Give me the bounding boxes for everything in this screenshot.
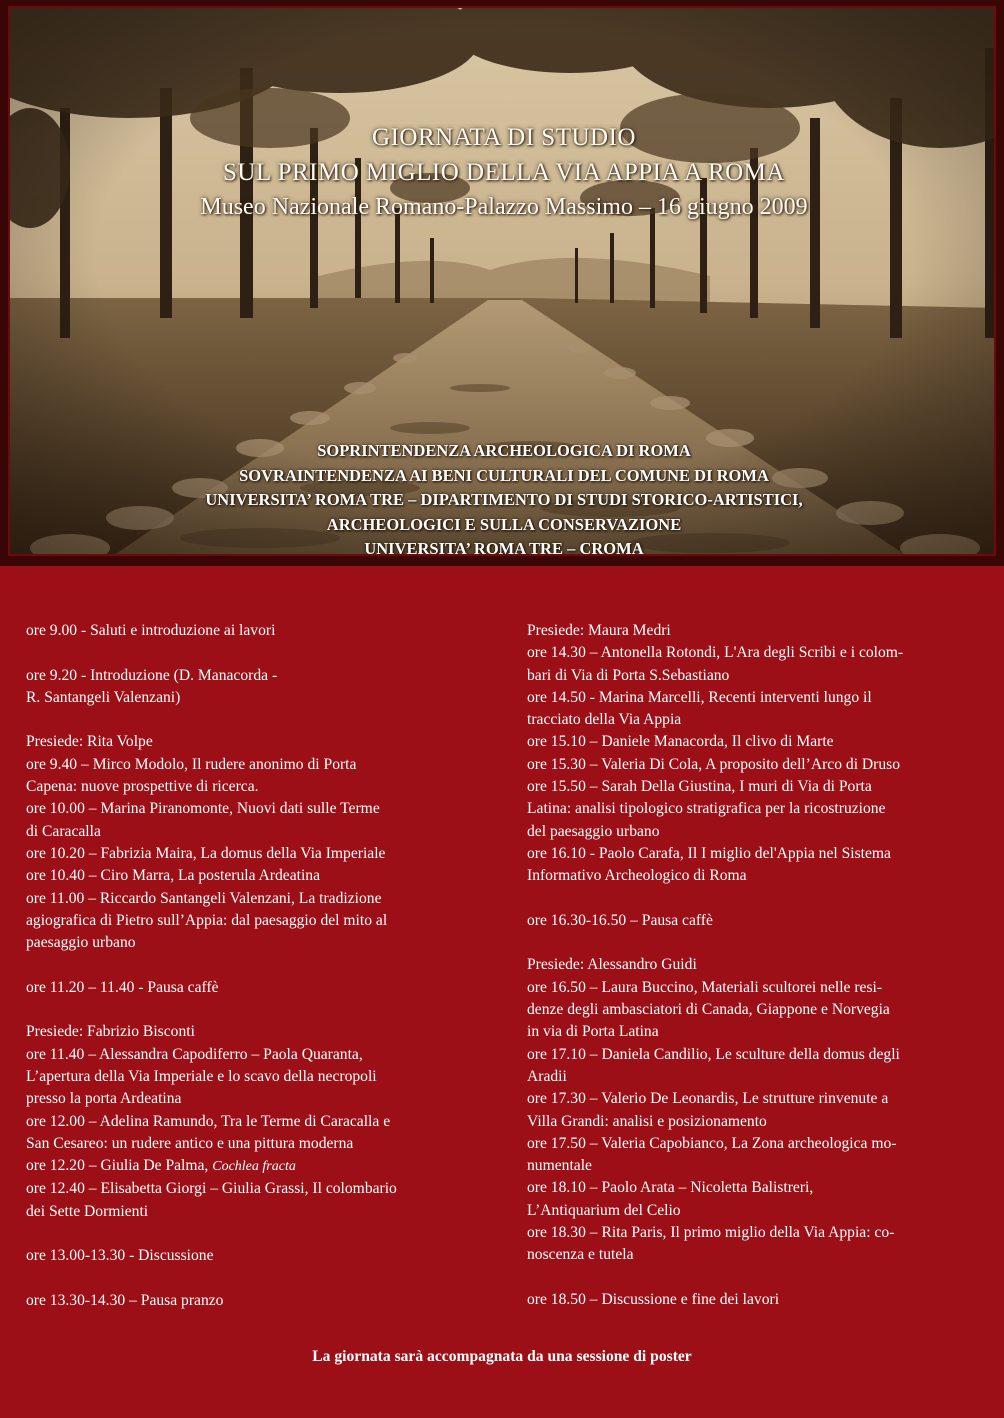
organizer-line: SOPRINTENDENZA ARCHEOLOGICA DI ROMA xyxy=(317,441,691,460)
via-appia-photo xyxy=(8,6,996,556)
program-line: ore 16.10 - Paolo Carafa, Il I miglio del'Appia nel Sistema xyxy=(527,844,891,862)
program-line: L’apertura della Via Imperiale e lo scavo della necropoli xyxy=(26,1067,377,1085)
program-line: ore 16.30-16.50 – Pausa caffè xyxy=(527,911,713,929)
program-line: Aradii xyxy=(527,1067,567,1085)
program-line: R. Santangeli Valenzani) xyxy=(26,688,181,706)
program-spacer xyxy=(527,1267,992,1289)
program-line: ore 14.50 - Marina Marcelli, Recenti interventi lungo il xyxy=(527,688,872,706)
program-line: agiografica di Pietro sull’Appia: dal paesaggio del mito al xyxy=(26,911,388,929)
program-line: ore 10.40 – Ciro Marra, La posterula Ardeatina xyxy=(26,867,321,885)
program-line: ore 10.00 – Marina Piranomonte, Nuovi dati sulle Terme xyxy=(26,800,380,818)
program-line: ore 15.50 – Sarah Della Giustina, I muri di Via di Porta xyxy=(527,778,872,796)
talk-title-italic: Cochlea fracta xyxy=(212,1159,296,1175)
program-line: ore 15.30 – Valeria Di Cola, A proposito dell’Arco di Druso xyxy=(527,755,901,773)
program-spacer xyxy=(26,1223,496,1245)
organizer-line: SOVRAINTENDENZA AI BENI CULTURALI DEL COMUNE DI ROMA xyxy=(239,465,769,485)
program-spacer xyxy=(527,932,992,954)
program-line: paesaggio urbano xyxy=(26,934,136,952)
program-line: ore 18.50 – Discussione e fine dei lavori xyxy=(527,1290,780,1308)
program-column-right xyxy=(527,620,992,1311)
program-line: L’Antiquarium del Celio xyxy=(527,1201,681,1219)
organizer-line: ARCHEOLOGICI E SULLA CONSERVAZIONE xyxy=(326,514,682,534)
program-line: ore 12.40 – Elisabetta Giorgi – Giulia Grassi, Il colombario xyxy=(26,1180,397,1198)
event-title-line1: GIORNATA DI STUDIO xyxy=(372,124,636,151)
program-line: ore 12.00 – Adelina Ramundo, Tra le Terme di Caracalla e xyxy=(26,1112,391,1130)
poster-session-note: La giornata sarà accompagnata da una sessione di poster xyxy=(312,1348,692,1365)
program-line: ore 11.00 – Riccardo Santangeli Valenzani, La tradizione xyxy=(26,889,382,907)
program-line: ore 11.40 – Alessandra Capodiferro – Paola Quaranta, xyxy=(26,1045,363,1063)
program-line: ore 11.20 – 11.40 - Pausa caffè xyxy=(26,978,219,996)
program-line: Presiede: Fabrizio Bisconti xyxy=(26,1023,195,1041)
program-line: numentale xyxy=(527,1157,592,1175)
program-line: dei Sette Dormienti xyxy=(26,1202,149,1220)
program-spacer xyxy=(527,888,992,910)
program-line: in via di Porta Latina xyxy=(527,1023,659,1041)
program-line: ore 9.20 - Introduzione (D. Manacorda - xyxy=(26,666,278,684)
program-line: Villa Grandi: analisi e posizionamento xyxy=(527,1112,767,1130)
program-line: Presiede: Rita Volpe xyxy=(26,733,153,751)
program-line: di Caracalla xyxy=(26,822,101,840)
program-line: ore 12.20 – Giulia De Palma, Cochlea fracta xyxy=(26,1157,296,1175)
organizer-line: UNIVERSITA’ ROMA TRE – DIPARTIMENTO DI STUDI STORICO-ARTISTICI, xyxy=(205,490,803,509)
event-subtitle: Museo Nazionale Romano-Palazzo Massimo – 16 giugno 2009 xyxy=(200,194,808,220)
program-column-left xyxy=(26,620,496,1312)
program-line: noscenza e tutela xyxy=(527,1246,634,1264)
program-spacer xyxy=(26,1268,496,1290)
program-line: tracciato della Via Appia xyxy=(527,711,682,729)
program-line: ore 13.30-14.30 – Pausa pranzo xyxy=(26,1291,224,1309)
program-line: Capena: nuove prospettive di ricerca. xyxy=(26,778,259,796)
program-line: bari di Via di Porta S.Sebastiano xyxy=(527,666,730,684)
hero-banner xyxy=(0,0,1004,566)
program-spacer xyxy=(26,999,496,1021)
title-block xyxy=(10,120,996,224)
program-line: del paesaggio urbano xyxy=(527,822,660,840)
program-line: Presiede: Maura Medri xyxy=(527,622,671,639)
program-line: presso la porta Ardeatina xyxy=(26,1090,182,1108)
program-spacer xyxy=(26,642,496,664)
program-line: San Cesareo: un rudere antico e una pittura moderna xyxy=(26,1134,354,1152)
program-line: ore 17.50 – Valeria Capobianco, La Zona archeologica mo- xyxy=(527,1134,897,1152)
program-spacer xyxy=(26,709,496,731)
program-line: Latina: analisi tipologico stratigrafica per la ricostruzione xyxy=(527,800,886,818)
program-line: denze degli ambasciatori di Canada, Giappone e Norvegia xyxy=(527,1001,890,1019)
program-line: ore 18.10 – Paolo Arata – Nicoletta Balistreri, xyxy=(527,1179,814,1197)
program-line: ore 9.00 - Saluti e introduzione ai lavori xyxy=(26,622,276,639)
program-spacer xyxy=(26,954,496,976)
program-line: ore 10.20 – Fabrizia Maira, La domus della Via Imperiale xyxy=(26,844,386,862)
program-line: Presiede: Alessandro Guidi xyxy=(527,956,697,974)
organizer-line: UNIVERSITA’ ROMA TRE – CROMA xyxy=(364,539,644,556)
program-line: ore 13.00-13.30 - Discussione xyxy=(26,1247,214,1265)
program-line: ore 17.10 – Daniela Candilio, Le sculture della domus degli xyxy=(527,1045,900,1063)
program-line: ore 16.50 – Laura Buccino, Materiali scultorei nelle resi- xyxy=(527,978,883,996)
program-line: ore 18.30 – Rita Paris, Il primo miglio della Via Appia: co- xyxy=(527,1224,895,1242)
program-line: ore 15.10 – Daniele Manacorda, Il clivo di Marte xyxy=(527,733,834,751)
organizers xyxy=(10,439,996,556)
program-line: ore 17.30 – Valerio De Leonardis, Le strutture rinvenute a xyxy=(527,1090,889,1108)
program-line: ore 9.40 – Mirco Modolo, Il rudere anonimo di Porta xyxy=(26,755,357,773)
event-title-line2: SUL PRIMO MIGLIO DELLA VIA APPIA A ROMA xyxy=(223,159,785,186)
program-line: Informativo Archeologico di Roma xyxy=(527,867,747,885)
program-line: ore 14.30 – Antonella Rotondi, L'Ara degli Scribi e i colom- xyxy=(527,644,904,662)
